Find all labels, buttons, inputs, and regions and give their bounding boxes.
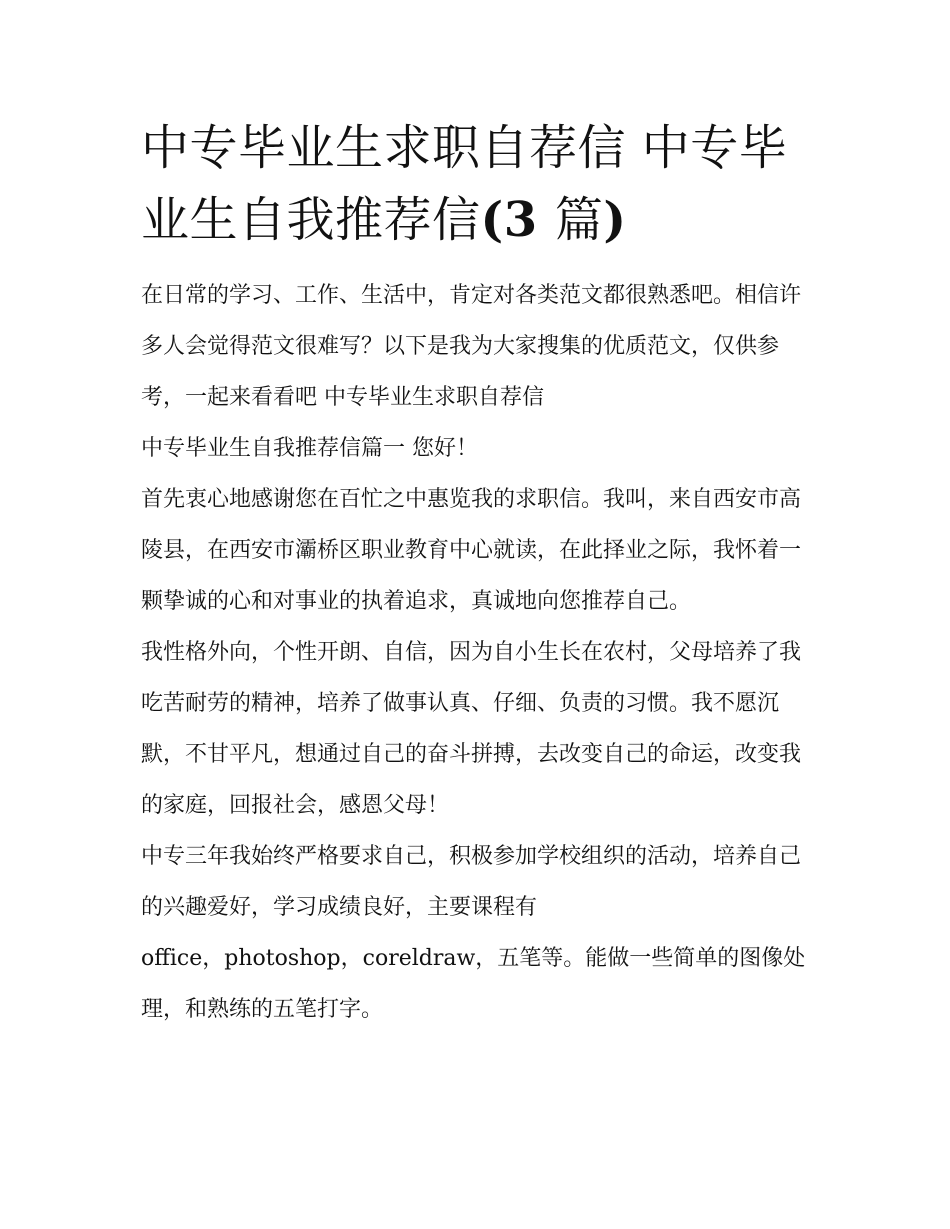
document-page	[141, 112, 816, 1035]
title-line-2-bold: (3	[480, 192, 555, 248]
paragraph-intro: 在日常的学习、工作、生活中，肯定对各类范文都很熟悉吧。相信许多人会觉得范文很难写？以下是我为大家搜集的优质范文，仅供参考，一起来看看吧 中专毕业生求职自荐信	[141, 283, 802, 410]
title-line-2-text: 业生自我推荐信	[141, 192, 481, 248]
paragraph-study: 中专三年我始终严格要求自己，积极参加学校组织的活动，培养自己的兴趣爱好，学习成绩良好，主要课程有	[141, 844, 802, 920]
paragraph-skills: office，photoshop，coreldraw，五笔等。能做一些简单的图像处理，和熟练的五笔打字。	[141, 946, 806, 1022]
paragraph-personality: 我性格外向，个性开朗、自信，因为自小生长在农村，父母培养了我吃苦耐劳的精神，培养了做事认真、仔细、负责的习惯。我不愿沉默，不甘平凡，想通过自己的奋斗拼搏，去改变自己的命运，改变我的家庭，回报社会，感恩父母！	[141, 640, 802, 818]
document-title	[141, 112, 816, 256]
title-line-1: 中专毕业生求职自荐信 中专毕	[141, 120, 788, 176]
paragraph-greeting: 中专毕业生自我推荐信篇一 您好！	[141, 436, 478, 461]
title-line-2-post: 篇	[554, 192, 604, 248]
paragraph-introduction: 首先衷心地感谢您在百忙之中惠览我的求职信。我叫，来自西安市高陵县，在西安市灞桥区职业教育中心就读，在此择业之际，我怀着一颗挚诚的心和对事业的执着追求，真诚地向您推荐自己。	[141, 487, 802, 614]
title-line-2-close: )	[603, 192, 627, 248]
document-body	[141, 270, 816, 1035]
